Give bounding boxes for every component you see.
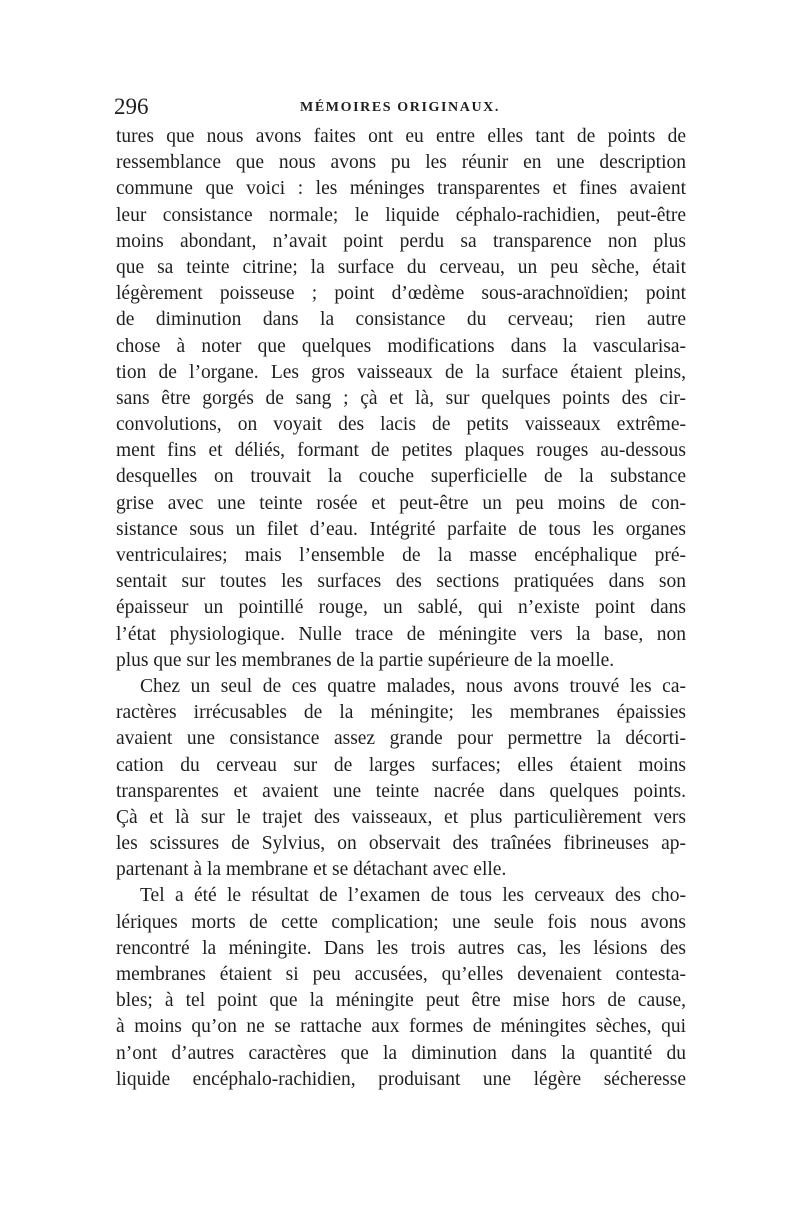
text-line: membranes étaient si peu accusées, qu’elles devenaient contesta- <box>116 964 686 985</box>
text-line: n’ont d’autres caractères que la diminution dans la quantité du <box>116 1042 686 1064</box>
text-line: tures que nous avons faites ont eu entre elles tant de points de <box>116 126 686 147</box>
text-line: sentait sur toutes les surfaces des sections pratiquées dans son <box>116 571 686 593</box>
text-line: cation du cerveau sur de larges surfaces; elles étaient moins <box>116 754 686 776</box>
text-line: rencontré la méningite. Dans les trois autres cas, les lésions des <box>116 937 686 959</box>
text-line: tion de l’organe. Les gros vaisseaux de la surface étaient pleins, <box>116 361 686 383</box>
text-line: les scissures de Sylvius, on observait des traînées fibrineuses ap- <box>116 833 686 855</box>
paragraph-3 <box>116 883 686 1093</box>
text-line: ment fins et déliés, formant de petites plaques rouges au-dessous <box>116 440 686 462</box>
text-line: chose à noter que quelques modifications dans la vascularisa- <box>116 335 686 357</box>
text-line: ressemblance que nous avons pu les réunir en une description <box>116 152 686 174</box>
text-line: l’état physiologique. Nulle trace de méningite vers la base, non <box>116 623 686 645</box>
paragraph-1 <box>116 124 686 674</box>
text-line: ractères irrécusables de la méningite; les membranes épaissies <box>116 702 686 724</box>
text-line: liquide encéphalo-rachidien, produisant une légère sécheresse <box>116 1068 686 1090</box>
running-title: MÉMOIRES ORIGINAUX. <box>300 100 500 115</box>
text-line: à moins qu’on ne se rattache aux formes de méningites sèches, qui <box>116 1016 686 1038</box>
text-line: bles; à tel point que la méningite peut être mise hors de cause, <box>116 990 686 1012</box>
text-line: convolutions, on voyait des lacis de petits vaisseaux extrême- <box>116 414 686 436</box>
text-line: Çà et là sur le trajet des vaisseaux, et plus particulièrement vers <box>116 806 686 828</box>
text-line: légèrement poisseuse ; point d’œdème sous-arachnoïdien; point <box>116 283 686 305</box>
text-line: partenant à la membrane et se détachant avec elle. <box>116 859 507 881</box>
text-line: desquelles on trouvait la couche superficielle de la substance <box>116 466 686 488</box>
text-line: que sa teinte citrine; la surface du cerveau, un peu sèche, était <box>116 256 686 278</box>
text-line: plus que sur les membranes de la partie supérieure de la moelle. <box>116 649 615 671</box>
text-line: Chez un seul de ces quatre malades, nous avons trouvé les ca- <box>140 675 686 697</box>
text-line: sistance sous un filet d’eau. Intégrité parfaite de tous les organes <box>116 518 686 540</box>
text-line: transparentes et avaient une teinte nacrée dans quelques points. <box>116 780 686 802</box>
paragraph-2 <box>116 674 686 884</box>
text-line: lériques morts de cette complication; une seule fois nous avons <box>116 911 686 933</box>
text-line: Tel a été le résultat de l’examen de tous les cerveaux des cho- <box>140 885 686 907</box>
text-line: commune que voici : les méninges transparentes et fines avaient <box>116 178 686 200</box>
body-text <box>116 124 686 1093</box>
text-line: sans être gorgés de sang ; çà et là, sur quelques points des cir- <box>116 387 686 409</box>
text-line: épaisseur un pointillé rouge, un sablé, qui n’existe point dans <box>116 597 686 619</box>
text-line: grise avec une teinte rosée et peut-être un peu moins de con- <box>116 492 686 514</box>
text-line: ventriculaires; mais l’ensemble de la masse encéphalique pré- <box>116 545 686 566</box>
page-number: 296 <box>114 94 149 119</box>
text-line: de diminution dans la consistance du cerveau; rien autre <box>116 309 686 331</box>
text-line: avaient une consistance assez grande pour permettre la décorti- <box>116 728 686 750</box>
text-line: moins abondant, n’avait point perdu sa transparence non plus <box>116 230 686 252</box>
text-line: leur consistance normale; le liquide céphalo-rachidien, peut-être <box>116 204 686 226</box>
